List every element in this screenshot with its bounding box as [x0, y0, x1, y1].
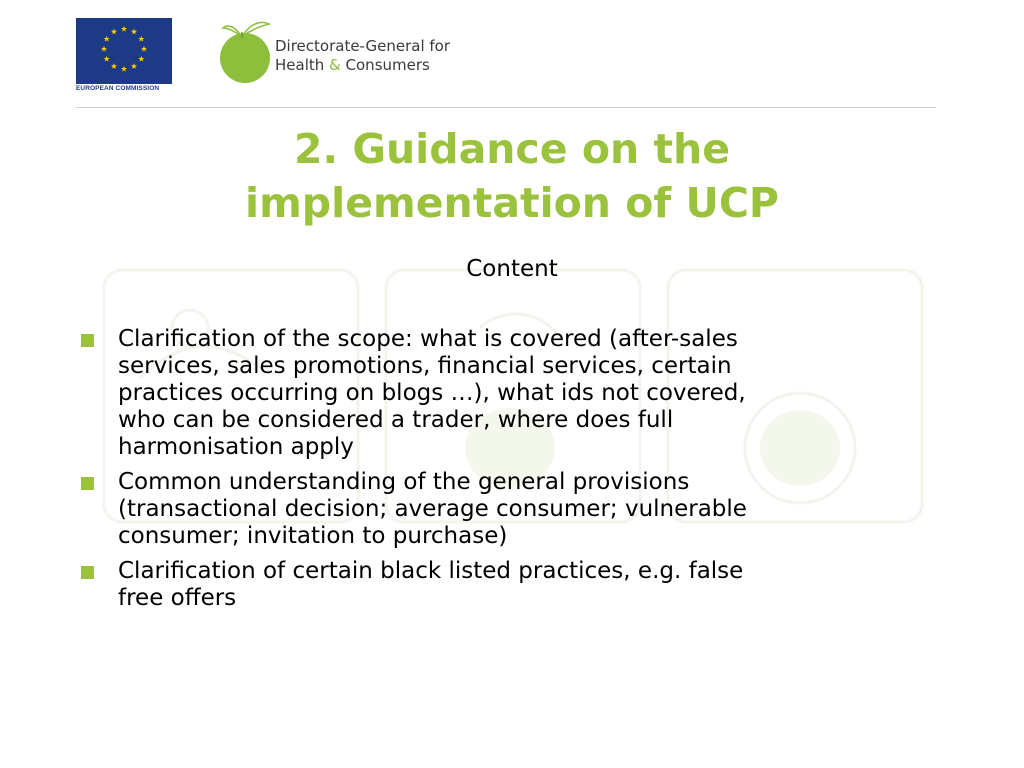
european-commission-logo [76, 18, 172, 94]
dg-ampersand: & [329, 56, 341, 74]
bullet-line: Clarification of the scope: what is covered (after-sales [118, 326, 738, 352]
bullet-line: free offers [118, 585, 237, 611]
bullet-line: Clarification of certain black listed practices, e.g. false [118, 558, 744, 584]
bullet-line: who can be considered a trader, where does full [118, 407, 674, 433]
bullet-list [78, 326, 958, 620]
slide-title-line: implementation of UCP [245, 179, 779, 227]
slide-title-line: 2. Guidance on the [293, 125, 731, 173]
slide-subtitle: Content [466, 256, 558, 282]
dg-consumers-text: Consumers [345, 56, 430, 74]
square-bullet-icon [81, 477, 94, 490]
header-divider [76, 107, 936, 108]
european-commission-label: EUROPEAN COMMISSION [76, 85, 160, 92]
dg-health-consumers-logo [215, 18, 475, 88]
eu-flag-icon [76, 18, 172, 84]
dg-name-line2 [275, 56, 430, 74]
bullet-item [78, 558, 958, 612]
dg-health-text: Health [275, 56, 325, 74]
square-bullet-icon [81, 334, 94, 347]
bullet-line: Common understanding of the general provisions [118, 469, 690, 495]
leaf-circle-icon [215, 18, 275, 86]
bullet-line: practices occurring on blogs …), what ids not covered, [118, 380, 746, 406]
bullet-item [78, 326, 958, 461]
bullet-line: (transactional decision; average consumer; vulnerable [118, 496, 747, 522]
slide-title [0, 122, 1024, 230]
bullet-item [78, 469, 958, 550]
square-bullet-icon [81, 566, 94, 579]
bullet-line: consumer; invitation to purchase) [118, 523, 508, 549]
bullet-line: services, sales promotions, financial services, certain [118, 353, 732, 379]
bullet-line: harmonisation apply [118, 434, 354, 460]
slide-header [0, 0, 1024, 110]
dg-name-line1: Directorate-General for [275, 37, 451, 55]
